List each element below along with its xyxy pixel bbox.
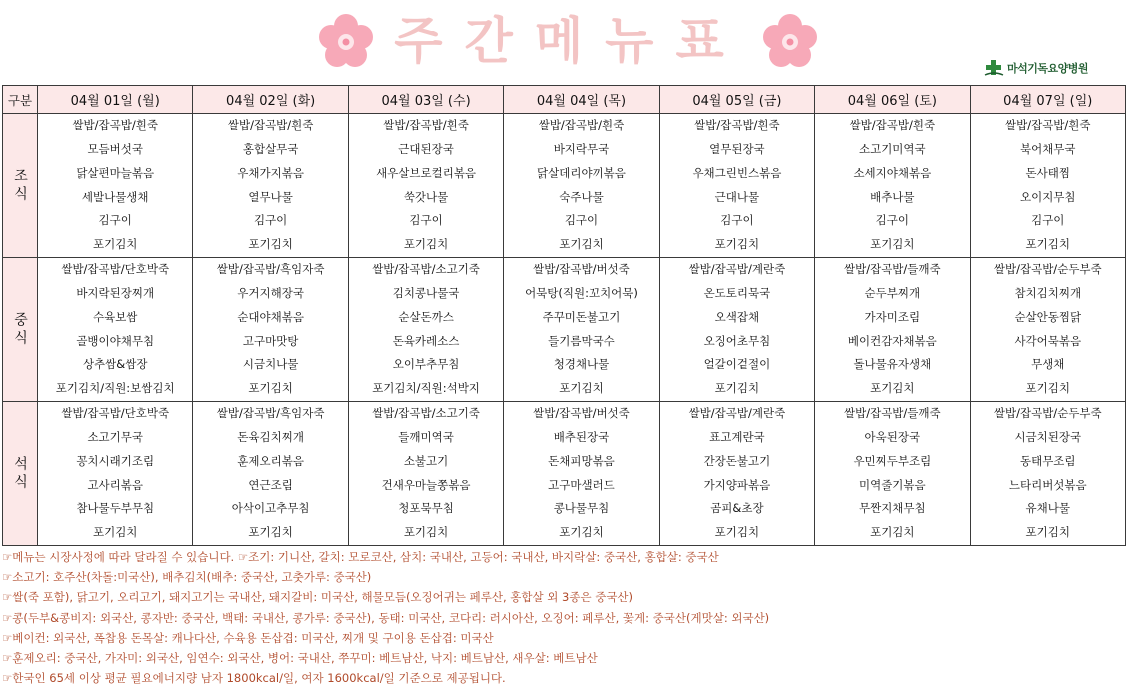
menu-cell <box>659 114 814 258</box>
menu-item: 간장돈불고기 <box>703 453 771 468</box>
menu-item: 베이컨감자채볶음 <box>847 333 937 348</box>
menu-item: 수육보쌈 <box>92 309 138 324</box>
menu-item: 사각어묵볶음 <box>1014 333 1082 348</box>
hospital-logo <box>984 58 1088 78</box>
menu-item: 고사리볶음 <box>87 477 143 492</box>
day-header: 04월 02일 (화) <box>193 86 348 114</box>
menu-item: 김구이 <box>98 213 132 228</box>
meal-label: 조식 <box>3 114 38 258</box>
menu-item: 쌀밥/잡곡밥/소고기죽 <box>372 262 480 277</box>
menu-item: 포기김치 <box>403 525 449 540</box>
menu-item: 우채가지볶음 <box>237 165 304 180</box>
menu-item: 유채나물 <box>1025 501 1070 516</box>
note-line: ☞훈제오리: 중국산, 가자미: 외국산, 임연수: 외국산, 병어: 국내산, 쭈꾸미: 베트남산, 낙지: 베트남산, 새우살: 베트남산 <box>2 651 598 666</box>
hospital-cross-icon <box>984 59 1004 77</box>
note-line: ☞베이컨: 외국산, 폭찹용 돈목살: 캐나다산, 수육용 돈삽겹: 미국산, 찌개 및 구이용 돈삽겹: 미국산 <box>2 630 494 645</box>
menu-item: 참치김치찌개 <box>1014 285 1082 300</box>
menu-cell <box>38 402 193 546</box>
menu-item: 아삭이고추무침 <box>231 501 310 516</box>
menu-item: 포기김치 <box>248 381 293 396</box>
meal-row <box>3 402 1126 546</box>
menu-item: 쌀밥/잡곡밥/계란죽 <box>688 406 786 421</box>
note-line: ☞메뉴는 시장사정에 따라 달라질 수 있습니다. ☞조기: 기니산, 갈치: 모로코산, 삼치: 국내산, 고등어: 국내산, 바지락살: 중국산, 홍합살: 중국산 <box>2 550 719 564</box>
menu-cell <box>815 114 970 258</box>
menu-item: 닭살데리야끼볶음 <box>537 165 626 180</box>
menu-item: 김구이 <box>720 213 754 228</box>
menu-item: 쌀밥/잡곡밥/단호박죽 <box>61 262 170 277</box>
menu-item: 홍합살무국 <box>242 141 299 156</box>
menu-item: 쌀밥/잡곡밥/순두부죽 <box>993 406 1102 421</box>
menu-cell <box>193 114 348 258</box>
menu-item: 포기김치 <box>559 525 604 540</box>
menu-item: 쌀밥/잡곡밥/계란죽 <box>688 262 786 277</box>
menu-item: 소고기미역국 <box>858 141 926 156</box>
menu-item: 우거지해장국 <box>237 285 304 300</box>
menu-item: 근대나물 <box>714 189 760 204</box>
menu-item: 포기김치 <box>714 381 760 396</box>
menu-item: 오이부추무침 <box>392 357 460 372</box>
menu-item: 쌀밥/잡곡밥/흰죽 <box>694 118 780 133</box>
meal-row <box>3 258 1126 402</box>
flower-icon <box>314 10 378 74</box>
menu-item: 쌀밥/잡곡밥/흰죽 <box>1005 118 1091 133</box>
menu-item: 김구이 <box>253 213 288 228</box>
page-title: 주간메뉴표 <box>394 12 746 70</box>
menu-item: 어묵탕(직원:꼬치어묵) <box>525 285 638 300</box>
menu-item: 연근조림 <box>248 477 293 492</box>
menu-item: 순살돈까스 <box>398 309 454 324</box>
menu-item: 포기김치/직원:석박지 <box>372 381 480 396</box>
menu-item: 근대된장국 <box>398 141 454 156</box>
menu-item: 순살안동찜닭 <box>1014 309 1082 324</box>
menu-cell <box>348 114 503 258</box>
menu-cell <box>504 114 659 258</box>
menu-cell <box>659 402 814 546</box>
meal-label: 석식 <box>3 402 38 546</box>
menu-item: 고구마맛탕 <box>242 333 299 348</box>
menu-item: 느타리버섯볶음 <box>1008 477 1087 492</box>
table-header-row <box>3 86 1126 114</box>
menu-cell <box>504 402 659 546</box>
menu-item: 콩나물무침 <box>553 501 610 516</box>
menu-cell <box>193 402 348 546</box>
menu-item: 돌나물유자생채 <box>853 357 932 372</box>
menu-item: 포기김치 <box>714 237 760 252</box>
menu-item: 포기김치 <box>870 237 915 252</box>
menu-item: 가지양파볶음 <box>703 477 771 492</box>
menu-item: 포기김치 <box>92 525 138 540</box>
note-line: ☞한국인 65세 이상 평균 필요에너지량 남자 1800kcal/일, 여자 1600kcal/일 기준으로 제공됩니다. <box>2 671 506 686</box>
note-line: ☞쌀(죽 포함), 닭고기, 오리고기, 돼지고기는 국내산, 돼지갈비: 미국산, 해물모듬(오징어귀는 페루산, 홍합살 외 3종은 중국산) <box>2 590 634 605</box>
menu-item: 쌀밥/잡곡밥/흑임자죽 <box>216 406 325 421</box>
menu-item: 우민찌두부조림 <box>853 453 932 468</box>
menu-item: 표고계란국 <box>709 429 765 444</box>
menu-item: 쌀밥/잡곡밥/들깨죽 <box>844 406 941 421</box>
menu-item: 김치콩나물국 <box>392 285 460 300</box>
menu-cell <box>659 258 814 402</box>
menu-cell <box>38 114 193 258</box>
menu-item: 쌀밥/잡곡밥/흰죽 <box>383 118 469 133</box>
menu-item: 숙주나물 <box>559 189 604 204</box>
menu-item: 닭살편마늘볶음 <box>76 165 155 180</box>
menu-item: 포기김치 <box>714 525 760 540</box>
menu-item: 돈채피망볶음 <box>548 453 615 468</box>
menu-item: 쌀밥/잡곡밥/흰죽 <box>849 118 936 133</box>
menu-item: 새우살브로컬리볶음 <box>376 165 477 180</box>
menu-cell <box>348 402 503 546</box>
weekly-menu-table <box>2 85 1126 546</box>
menu-item: 소불고기 <box>403 453 449 468</box>
menu-item: 쌀밥/잡곡밥/흰죽 <box>72 118 158 133</box>
menu-item: 배추된장국 <box>553 429 610 444</box>
menu-item: 훈제오리볶음 <box>237 453 304 468</box>
menu-item: 김구이 <box>409 213 443 228</box>
menu-item: 시금치된장국 <box>1014 429 1082 444</box>
menu-item: 순대야채볶음 <box>237 309 304 324</box>
menu-item: 들깨미역국 <box>398 429 454 444</box>
menu-item: 곰피&초장 <box>710 501 764 516</box>
menu-item: 포기김치/직원:보쌈김치 <box>55 381 175 396</box>
menu-item: 가자미조림 <box>864 309 921 324</box>
menu-item: 우채그린빈스볶음 <box>692 165 782 180</box>
menu-cell <box>970 258 1125 402</box>
menu-item: 쌀밥/잡곡밥/순두부죽 <box>993 262 1102 277</box>
day-header: 04월 05일 (금) <box>659 86 814 114</box>
hospital-name: 마석기독요양병원 <box>1007 62 1089 75</box>
menu-item: 바지락무국 <box>553 141 610 156</box>
menu-item: 미역줄기볶음 <box>858 477 926 492</box>
menu-item: 포기김치 <box>1025 381 1070 396</box>
menu-item: 북어채무국 <box>1019 141 1076 156</box>
menu-cell <box>970 402 1125 546</box>
menu-item: 순두부찌개 <box>864 285 921 300</box>
menu-item: 오색잡채 <box>714 309 760 324</box>
menu-item: 건새우마늘쫑볶음 <box>381 477 471 492</box>
menu-item: 얼갈이겉절이 <box>703 357 771 372</box>
menu-item: 배추나물 <box>870 189 915 204</box>
menu-item: 김구이 <box>564 213 599 228</box>
menu-item: 온도토리묵국 <box>703 285 771 300</box>
menu-cell <box>970 114 1125 258</box>
menu-item: 쑥갓나물 <box>403 189 449 204</box>
menu-item: 무짠지채무침 <box>858 501 926 516</box>
menu-item: 포기김치 <box>559 237 604 252</box>
menu-item: 열무나물 <box>248 189 293 204</box>
menu-item: 청포묵무침 <box>398 501 454 516</box>
day-header: 04월 04일 (목) <box>504 86 659 114</box>
menu-item: 꽁치시래기조림 <box>76 453 155 468</box>
meal-row <box>3 114 1126 258</box>
menu-item: 주꾸미돈불고기 <box>542 309 621 324</box>
menu-item: 돈사태찜 <box>1025 165 1070 180</box>
menu-item: 들기름막국수 <box>548 333 615 348</box>
corner-header: 구분 <box>3 86 38 114</box>
menu-item: 포기김치 <box>1025 237 1070 252</box>
note-line: ☞콩(두부&콩비지: 외국산, 콩자반: 중국산, 백태: 국내산, 콩가루: 중국산), 동태: 미국산, 코다리: 러시아산, 오징어: 페루산, 꽃게: 중국산(게맛살: 외국산) <box>2 610 770 625</box>
menu-item: 상추쌈&쌈장 <box>82 357 148 372</box>
menu-item: 쌀밥/잡곡밥/버섯죽 <box>533 406 630 421</box>
menu-item: 소고기무국 <box>87 429 143 444</box>
menu-item: 모듬버섯국 <box>87 141 143 156</box>
notes-section <box>2 547 1126 688</box>
day-header: 04월 03일 (수) <box>348 86 503 114</box>
menu-cell <box>815 402 970 546</box>
menu-item: 쌀밥/잡곡밥/들깨죽 <box>844 262 941 277</box>
note-line: ☞소고기: 호주산(차돌:미국산), 배추김치(배추: 중국산, 고춧가루: 중국산) <box>2 570 372 585</box>
menu-item: 열무된장국 <box>709 141 765 156</box>
menu-item: 포기김치 <box>870 525 915 540</box>
menu-item: 참나물두부무침 <box>76 501 155 516</box>
menu-item: 포기김치 <box>559 381 604 396</box>
menu-cell <box>38 258 193 402</box>
menu-item: 돈육김치찌개 <box>237 429 304 444</box>
menu-item: 포기김치 <box>92 237 138 252</box>
page-header <box>0 0 1130 84</box>
menu-item: 무생채 <box>1031 357 1065 372</box>
menu-item: 포기김치 <box>1025 525 1070 540</box>
menu-item: 포기김치 <box>403 237 449 252</box>
menu-item: 김구이 <box>875 213 909 228</box>
menu-item: 김구이 <box>1031 213 1065 228</box>
menu-item: 골뱅이야채무침 <box>76 333 155 348</box>
menu-item: 포기김치 <box>870 381 915 396</box>
day-header: 04월 07일 (일) <box>970 86 1125 114</box>
menu-item: 쌀밥/잡곡밥/소고기죽 <box>372 406 480 421</box>
menu-item: 소세지야채볶음 <box>853 165 932 180</box>
menu-cell <box>348 258 503 402</box>
menu-item: 고구마샐러드 <box>548 477 615 492</box>
menu-item: 시금치나물 <box>242 357 299 372</box>
menu-item: 쌀밥/잡곡밥/흰죽 <box>227 118 314 133</box>
menu-item: 포기김치 <box>248 525 293 540</box>
meal-label: 중식 <box>3 258 38 402</box>
menu-item: 쌀밥/잡곡밥/흰죽 <box>538 118 625 133</box>
menu-item: 세발나물생채 <box>81 189 149 204</box>
menu-cell <box>504 258 659 402</box>
menu-item: 쌀밥/잡곡밥/버섯죽 <box>533 262 630 277</box>
menu-cell <box>193 258 348 402</box>
menu-item: 오이지무침 <box>1019 189 1076 204</box>
menu-item: 돈육카레소스 <box>392 333 460 348</box>
menu-item: 오징어초무침 <box>703 333 771 348</box>
flower-icon <box>758 10 822 74</box>
menu-item: 포기김치 <box>248 237 293 252</box>
day-header: 04월 01일 (월) <box>38 86 193 114</box>
menu-item: 쌀밥/잡곡밥/단호박죽 <box>61 406 170 421</box>
menu-cell <box>815 258 970 402</box>
menu-item: 바지락된장찌개 <box>76 285 155 300</box>
menu-item: 청경채나물 <box>553 357 610 372</box>
menu-item: 쌀밥/잡곡밥/흑임자죽 <box>216 262 325 277</box>
menu-item: 아욱된장국 <box>864 429 921 444</box>
menu-item: 동태무조림 <box>1019 453 1076 468</box>
day-header: 04월 06일 (토) <box>815 86 970 114</box>
